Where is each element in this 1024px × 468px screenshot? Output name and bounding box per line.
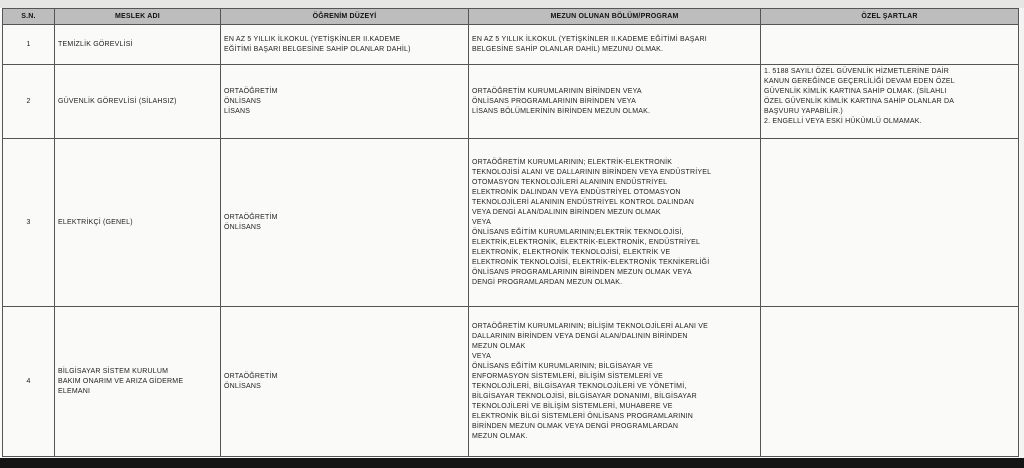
cell-line: ELEKTRİKÇİ (GENEL) [58, 218, 133, 226]
cell-line: ELEKTRONİK, ELEKTRONİK TEKNOLOJİSİ, ELEKTRİK VE [472, 248, 671, 256]
cell-line: OTOMASYON TEKNOLOJİLERİ ALANININ ENDÜSTRİYEL [472, 178, 668, 186]
cell-ozel [761, 139, 1019, 307]
cell-line: GÜVENLİK GÖREVLİSİ (SİLAHSIZ) [58, 97, 177, 105]
cell-bolum [469, 25, 761, 65]
cell-line: MEZUN OLMAK [472, 342, 526, 350]
cell-line: BAŞVURU YAPABİLİR.) [764, 108, 843, 115]
header-mezun-bolum: MEZUN OLUNAN BÖLÜM/PROGRAM [469, 9, 761, 25]
cell-line: ORTAÖĞRETİM KURUMLARININ; BİLİŞİM TEKNOLOJİLERİ ALANI VE [472, 322, 709, 330]
cell-line: EĞİTİMİ BAŞARI BELGESİNE SAHİP OLANLAR DAHİL) [224, 45, 411, 53]
cell-line: ÖNLİSANS [224, 223, 261, 231]
cell-meslek [55, 25, 221, 65]
bottom-dark-bar [0, 458, 1024, 468]
cell-sn: 1 [3, 25, 55, 65]
cell-line: EN AZ 5 YILLIK İLKOKUL (YETİŞKİNLER II.KADEME [224, 35, 401, 43]
cell-line: ELEKTRONİK BİLGİ SİSTEMLERİ ÖNLİSANS PROGRAMLARININ [472, 412, 694, 420]
header-ogrenim-duzeyi: ÖĞRENİM DÜZEYİ [221, 9, 469, 25]
cell-ogrenim [221, 65, 469, 139]
header-meslek-adi: MESLEK ADI [55, 9, 221, 25]
cell-line: ÖNLİSANS EĞİTİM KURUMLARININ;ELEKTRİK TEKNOLOJİSİ, [472, 228, 684, 236]
cell-line: ELEKTRONİK TEKNOLOJİSİ, ELEKTRİK-ELEKTRONİK TEKNİKERLİĞİ [472, 258, 710, 266]
cell-line: BAKIM ONARIM VE ARIZA GİDERME [58, 377, 184, 385]
cell-line: BİRİNDEN MEZUN OLMAK VEYA DENGİ PROGRAMLARDAN [472, 422, 679, 430]
cell-line: EN AZ 5 YILLIK İLKOKUL (YETİŞKİNLER II.KADEME EĞİTİMİ BAŞARI [472, 35, 707, 43]
cell-line: TEMİZLİK GÖREVLİSİ [58, 40, 133, 48]
cell-line: TEKNOLOJİLERİ ALANININ ENDÜSTRİYEL KONTROL DALINDAN [472, 198, 695, 206]
job-requirements-table [2, 8, 1019, 457]
cell-meslek [55, 307, 221, 457]
cell-bolum [469, 307, 761, 457]
cell-ogrenim [221, 25, 469, 65]
table-row [3, 25, 1019, 65]
table-row [3, 65, 1019, 139]
cell-line: VEYA DENGİ ALAN/DALININ BİRİNDEN MEZUN OLMAK [472, 208, 661, 216]
cell-line: GÜVENLİK KİMLİK KARTINA SAHİP OLMAK. (SİLAHLI [764, 88, 947, 95]
cell-line: ORTAÖĞRETİM [224, 87, 278, 95]
cell-line: ORTAÖĞRETİM [224, 372, 278, 380]
cell-line: BELGESİNE SAHİP OLANLAR DAHİL) MEZUNU OLMAK. [472, 45, 664, 53]
cell-ozel [761, 25, 1019, 65]
cell-line: VEYA [472, 352, 491, 360]
cell-line: ÖZEL GÜVENLİK KİMLİK KARTINA SAHİP OLANLAR DA [764, 98, 955, 105]
cell-ozel [761, 307, 1019, 457]
cell-sn: 4 [3, 307, 55, 457]
cell-bolum [469, 65, 761, 139]
cell-meslek [55, 139, 221, 307]
cell-ogrenim [221, 307, 469, 457]
cell-line: 1. 5188 SAYILI ÖZEL GÜVENLİK HİZMETLERİNE DAİR [764, 68, 950, 75]
cell-line: KANUN GEREĞİNCE GEÇERLİLİĞİ DEVAM EDEN ÖZEL [764, 78, 955, 85]
cell-ogrenim [221, 139, 469, 307]
cell-meslek [55, 65, 221, 139]
header-sn: S.N. [3, 9, 55, 25]
table-row [3, 139, 1019, 307]
cell-sn: 3 [3, 139, 55, 307]
cell-line: ELEMANI [58, 387, 91, 395]
cell-line: ÖNLİSANS [224, 97, 261, 105]
cell-line: 2. ENGELLİ VEYA ESKİ HÜKÜMLÜ OLMAMAK. [764, 118, 922, 125]
cell-line: ORTAÖĞRETİM KURUMLARININ; ELEKTRİK-ELEKTRONİK [472, 158, 673, 166]
page-top-strip [0, 0, 1024, 8]
cell-line: VEYA [472, 218, 491, 226]
cell-ozel [761, 65, 1019, 139]
cell-line: ELEKTRİK,ELEKTRONİK, ELEKTRİK-ELEKTRONİK, ENDÜSTRİYEL [472, 238, 701, 246]
cell-line: LİSANS [224, 107, 251, 115]
cell-line: ÖNLİSANS EĞİTİM KURUMLARININ; BİLGİSAYAR VE [472, 362, 654, 370]
cell-bolum [469, 139, 761, 307]
table-header-row [3, 9, 1019, 25]
cell-line: ENFORMASYON SİSTEMLERİ, BİLİŞİM SİSTEMLERİ VE [472, 372, 664, 380]
cell-line: BİLGİSAYAR SİSTEM KURULUM [58, 367, 169, 375]
cell-line: ÖNLİSANS PROGRAMLARININ BİRİNDEN MEZUN OLMAK VEYA [472, 268, 692, 276]
cell-line: ÖNLİSANS PROGRAMLARININ BİRİNDEN VEYA [472, 97, 637, 105]
document-sheet [0, 8, 1020, 460]
cell-line: TEKNOLOJİLERİ, BİLGİSAYAR TEKNOLOJİLERİ VE YÖNETİMİ, [472, 382, 687, 390]
cell-line: ELEKTRONİK DALINDAN VEYA ENDÜSTRİYEL OTOMASYON [472, 188, 681, 196]
table-row [3, 307, 1019, 457]
cell-line: ORTAÖĞRETİM KURUMLARININ BİRİNDEN VEYA [472, 87, 642, 95]
cell-line: TEKNOLOJİSİ ALANI VE DALLARININ BİRİNDEN VEYA ENDÜSTRİYEL [472, 168, 712, 176]
cell-line: LİSANS BÖLÜMLERİNİN BİRİNDEN MEZUN OLMAK. [472, 107, 651, 115]
cell-line: TEKNOLOJİLERİ VE BİLİŞİM SİSTEMLERİ, MUHABERE VE [472, 402, 673, 410]
header-ozel-sartlar: ÖZEL ŞARTLAR [761, 9, 1019, 25]
cell-line: BİLGİSAYAR TEKNOLOJİSİ, BİLGİSAYAR DONANIMI, BİLGİSAYAR [472, 392, 697, 400]
cell-line: ORTAÖĞRETİM [224, 213, 278, 221]
cell-sn: 2 [3, 65, 55, 139]
cell-line: DALLARININ BİRİNDEN VEYA DENGİ ALAN/DALININ BİRİNDEN [472, 332, 688, 340]
cell-line: MEZUN OLMAK. [472, 432, 528, 440]
cell-line: DENGİ PROGRAMLARDAN MEZUN OLMAK. [472, 278, 623, 286]
cell-line: ÖNLİSANS [224, 382, 261, 390]
